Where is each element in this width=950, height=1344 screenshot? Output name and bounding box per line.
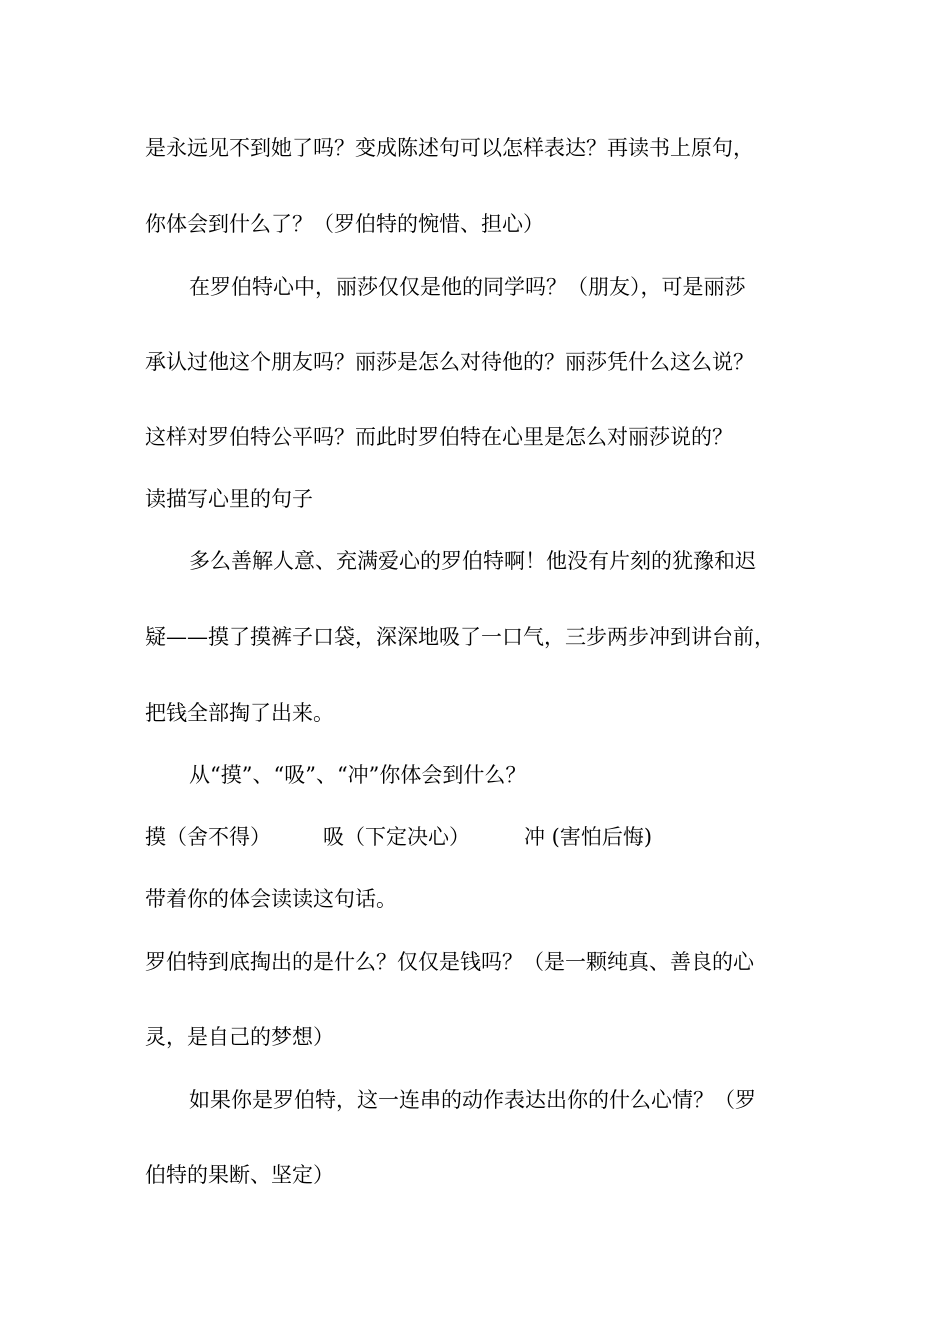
word-analysis-chong: 冲 (害怕后悔)	[524, 825, 653, 849]
paragraph-line: 伯特的果断、坚定）	[145, 1163, 334, 1187]
paragraph-line: 在罗伯特心中，丽莎仅仅是他的同学吗？（朋友），可是丽莎	[189, 275, 746, 299]
paragraph-line: 把钱全部掏了出来。	[145, 701, 334, 725]
word-analysis-xi: 吸（下定决心）	[323, 825, 470, 849]
paragraph-line: 带着你的体会读读这句话。	[145, 887, 397, 911]
paragraph-line: 承认过他这个朋友吗？丽莎是怎么对待他的？丽莎凭什么这么说？	[145, 350, 754, 374]
paragraph-line: 疑——摸了摸裤子口袋，深深地吸了一口气，三步两步冲到讲台前，	[145, 625, 775, 649]
paragraph-line: 如果你是罗伯特，这一连串的动作表达出你的什么心情？（罗	[189, 1088, 756, 1112]
paragraph-line: 从“摸”、“吸”、“冲”你体会到什么？	[189, 763, 527, 787]
paragraph-line: 多么善解人意、充满爱心的罗伯特啊！他没有片刻的犹豫和迟	[189, 549, 756, 573]
paragraph-line: 你体会到什么了？（罗伯特的惋惜、担心）	[145, 212, 544, 236]
paragraph-line: 灵，是自己的梦想）	[145, 1025, 334, 1049]
paragraph-line: 读描写心里的句子	[145, 487, 313, 511]
word-analysis-mo: 摸（舍不得）	[145, 825, 271, 849]
paragraph-line: 是永远见不到她了吗？变成陈述句可以怎样表达？再读书上原句，	[145, 136, 754, 160]
paragraph-line: 这样对罗伯特公平吗？而此时罗伯特在心里是怎么对丽莎说的？	[145, 425, 733, 449]
paragraph-line: 罗伯特到底掏出的是什么？仅仅是钱吗？（是一颗纯真、善良的心	[145, 950, 754, 974]
